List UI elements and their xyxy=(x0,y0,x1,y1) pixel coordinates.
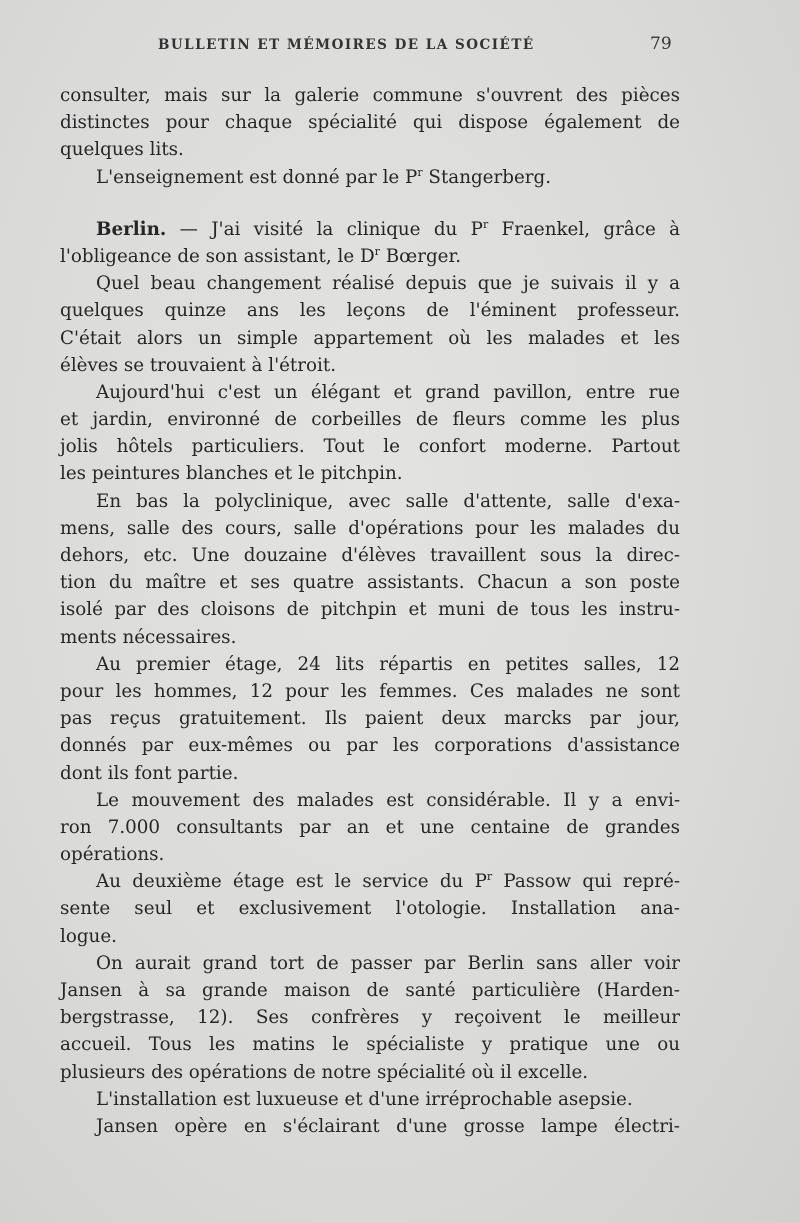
text-line: accueil. Tous les matins le spécialiste y pratique une ou xyxy=(60,1034,680,1056)
text-line: ron 7.000 consultants par an et une centaine de grandes xyxy=(60,816,680,838)
text-line: Aujourd'hui c'est un élégant et grand pavillon, entre rue xyxy=(96,381,680,403)
text-line xyxy=(60,216,680,243)
text-fragment: Bœrger. xyxy=(379,245,462,267)
text-line: opérations. xyxy=(60,844,165,866)
text-line: pour les hommes, 12 pour les femmes. Ces malades ne sont xyxy=(60,680,680,702)
text-line: jolis hôtels particuliers. Tout le confort moderne. Partout xyxy=(60,436,680,458)
paragraph-1 xyxy=(60,82,680,164)
text-line: distinctes pour chaque spécialité qui dispose également de xyxy=(60,112,680,134)
superscript: r xyxy=(417,165,423,179)
paragraph-11 xyxy=(60,1086,680,1113)
text-line: consulter, mais sur la galerie commune s'ouvrent des pièces xyxy=(60,85,680,106)
paragraph-10 xyxy=(60,950,680,1086)
text-line: dont ils font partie. xyxy=(60,762,239,784)
text-line: C'était alors un simple appartement où les malades et les xyxy=(60,327,680,349)
text-line: dehors, etc. Une douzaine d'élèves travaillent sous la direc- xyxy=(60,545,680,566)
text-line: donnés par eux-mêmes ou par les corporations d'assistance xyxy=(60,735,680,757)
superscript: r xyxy=(482,217,489,231)
superscript: r xyxy=(486,870,493,884)
text-line xyxy=(60,243,680,270)
text-line: pas reçus gratuitement. Ils paient deux marcks par jour, xyxy=(60,708,680,730)
text-line: élèves se trouvaient à l'étroit. xyxy=(60,354,337,376)
text-line: mens, salle des cours, salle d'opérations pour les malades du xyxy=(60,517,680,539)
paragraph-8 xyxy=(60,787,680,869)
paragraph-2 xyxy=(60,164,680,191)
text-line: bergstrasse, 12). Ses confrères y reçoivent le meilleur xyxy=(60,1007,680,1029)
paragraph-4 xyxy=(60,270,680,379)
text-line: tion du maître et ses quatre assistants. Chacun a son poste xyxy=(60,572,680,594)
text-line: quelques quinze ans les leçons de l'éminent professeur. xyxy=(60,300,680,322)
section-gap xyxy=(60,191,680,216)
text-fragment: Stangerberg. xyxy=(422,166,552,188)
text-line: plusieurs des opérations de notre spécialité où il excelle. xyxy=(60,1061,589,1083)
text-line: et jardin, environné de corbeilles de fleurs comme les plus xyxy=(60,409,680,431)
page-number: 79 xyxy=(650,34,672,54)
city-heading: Berlin. xyxy=(96,218,167,240)
superscript: r xyxy=(374,244,380,258)
text-line: isolé par des cloisons de pitchpin et muni de tous les instru- xyxy=(60,599,680,621)
text-line: En bas la polyclinique, avec salle d'attente, salle d'exa- xyxy=(96,490,680,512)
text-line: L'installation est luxueuse et d'une irréprochable asepsie. xyxy=(96,1088,633,1110)
paragraph-berlin xyxy=(60,216,680,270)
text-line: Jansen opère en s'éclairant d'une grosse lampe électri- xyxy=(96,1115,680,1137)
text-line: quelques lits. xyxy=(60,139,184,161)
text-line: logue. xyxy=(60,925,117,947)
text-line xyxy=(60,868,680,895)
paragraph-5 xyxy=(60,379,680,488)
text-line: Jansen à sa grande maison de santé particulière (Harden- xyxy=(60,980,680,1001)
text-fragment: L'enseignement est donné par le P xyxy=(96,166,418,188)
text-line: Le mouvement des malades est considérable. Il y a envi- xyxy=(96,789,680,811)
text-fragment: Au deuxième étage est le service du P xyxy=(96,871,487,893)
text-fragment: — J'ai visité la clinique du P xyxy=(166,218,483,240)
text-line: On aurait grand tort de passer par Berlin sans aller voir xyxy=(96,952,680,974)
text-line: ments nécessaires. xyxy=(60,626,237,648)
text-line: Quel beau changement réalisé depuis que je suivais il y a xyxy=(96,273,680,295)
text-line xyxy=(60,164,680,191)
body-text xyxy=(60,82,680,1140)
paragraph-6 xyxy=(60,488,680,651)
paragraph-9 xyxy=(60,868,680,950)
paragraph-7 xyxy=(60,651,680,787)
text-fragment: Fraenkel, grâce à xyxy=(488,218,680,240)
text-fragment: Passow qui repré- xyxy=(492,871,680,893)
text-fragment: l'obligeance de son assistant, le D xyxy=(60,245,375,267)
text-line: sente seul et exclusivement l'otologie. Installation ana- xyxy=(60,898,680,920)
text-line: Au premier étage, 24 lits répartis en petites salles, 12 xyxy=(96,653,680,675)
running-header: BULLETIN ET MÉMOIRES DE LA SOCIÉTÉ xyxy=(158,37,535,53)
paragraph-12 xyxy=(60,1113,680,1140)
text-line: les peintures blanches et le pitchpin. xyxy=(60,463,403,485)
